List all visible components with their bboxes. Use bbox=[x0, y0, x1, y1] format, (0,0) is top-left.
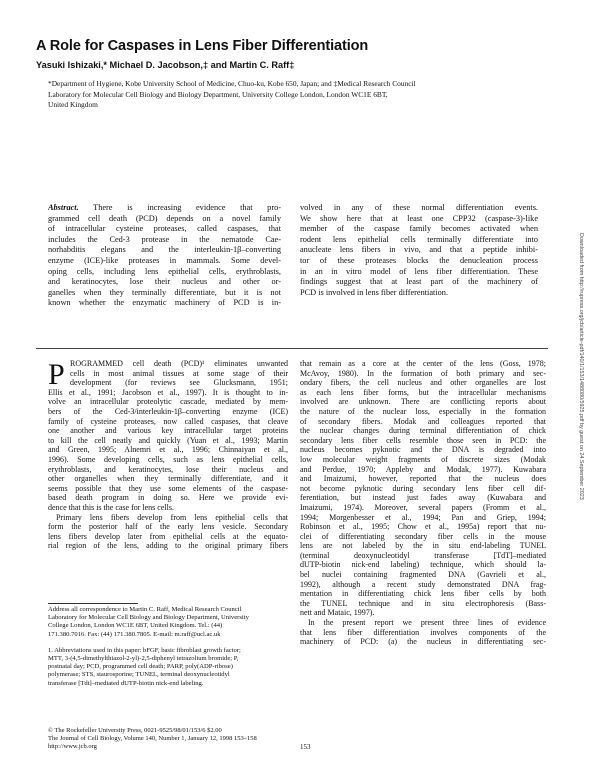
abstract-line: member of the caspase family becomes activated when bbox=[300, 224, 538, 234]
section-divider bbox=[36, 348, 548, 349]
abstract-line: anucleate lens fibers in vivo, and that a peptide inhibi- bbox=[300, 245, 538, 255]
footnote-line: Laboratory for Molecular Cell Biology and Biology Department, University bbox=[48, 614, 249, 622]
drop-cap: P bbox=[48, 358, 65, 391]
abstract-line: and keratinocytes, lose their nucleus and other or- bbox=[48, 277, 281, 287]
abstract-column-right bbox=[300, 203, 538, 298]
body-line: nett and Mataic, 1997). bbox=[300, 608, 375, 618]
body-line: family of cysteine proteases, now called caspases, that cleave bbox=[48, 416, 288, 426]
body-line: Robinson et al., 1995; Chow et al., 1995a) report that nu- bbox=[300, 522, 546, 532]
body-line: Ellis et al., 1991; Jacobson et al., 1997). It is thought to in- bbox=[48, 387, 288, 397]
body-line: Imaizumi, 1974). Moreover, several papers (Fromm et al., bbox=[300, 502, 546, 512]
abstract-line: includes the Ced-3 protease in the nematode Cae- bbox=[48, 234, 281, 244]
affiliation-line: Laboratory for Molecular Cell Biology and Biology Department, University College London, London WC1E 6BT, bbox=[48, 89, 388, 99]
abstract-line: ganelles when they terminally differentiate, but it is not bbox=[48, 287, 281, 297]
abstract-column-left bbox=[48, 203, 281, 309]
body-line: cells in most animal tissues at some stage of their bbox=[70, 368, 288, 378]
abstract-line: in an in vitro model of lens fiber differentiation. These bbox=[300, 266, 538, 276]
footnote-line: MTT, 3-(4,5-dimethylthiazol-2-yl)-2,5-diphenyl tetrazolium bromide; P, bbox=[48, 655, 239, 663]
abstract-line: PCD is involved in lens fiber differentiation. bbox=[300, 287, 449, 297]
body-line: ondary fibers, the cell nucleus and other organelles are lost bbox=[300, 378, 546, 388]
body-line: bel nuclei containing fragmented DNA (Gavrieli et al., bbox=[300, 570, 546, 580]
body-line: to kill the cell neatly and quickly (Yuan et al., 1993; Martin bbox=[48, 435, 288, 445]
abstract-line: volved in any of these normal differentiation events. bbox=[300, 203, 538, 212]
body-column-right bbox=[300, 359, 546, 647]
body-line: ferentiation, but instead just fades away (Kuwabara and bbox=[300, 493, 546, 503]
footnote-line: polymerase; STS, staurosporine; TUNEL, terminal deoxynucleotidyl bbox=[48, 671, 230, 679]
body-line: machinery of PCD: (a) the nucleus in differentiating sec- bbox=[300, 637, 546, 647]
body-line: secondary lens fiber cells resemble those seen in PCD: the bbox=[300, 435, 546, 445]
affiliation-line: *Department of Hygiene, Kobe University School of Medicine, Chuo-ku, Kobe 650, Japan; and ‡Medical Research Council bbox=[48, 79, 416, 88]
body-line: and Perdue, 1970; Appleby and Modak, 1977). Kuwabara bbox=[300, 464, 546, 474]
body-line: and Imaizumi, however, reported that the nucleus does bbox=[300, 474, 546, 484]
abstract-line: rodent lens epithelial cells terminally differentiate into bbox=[300, 234, 538, 244]
body-line: erythroblasts, and keratinocytes, lose their nucleus and bbox=[48, 464, 288, 474]
body-line: 1992), although a recent study demonstrated DNA frag- bbox=[300, 579, 546, 589]
abstract-label: Abstract. bbox=[48, 203, 79, 212]
body-line: not become pyknotic during secondary lens fiber cell dif- bbox=[300, 483, 546, 493]
body-line: the nature of the nuclear loss, especially in the formation bbox=[300, 406, 546, 416]
body-line: bers of the Ced-3/interleukin-1β–converting enzyme (ICE) bbox=[48, 406, 288, 416]
abstract-line: oping cells, including lens epithelial cells, erythroblasts, bbox=[48, 266, 281, 276]
body-line: mentation in differentiating chick lens fiber cells by both bbox=[300, 589, 546, 599]
download-watermark: Downloaded from http://rupress.org/jcb/article-pdf/140/1/153/1488080/5925.pdf by guest on 24 September 2023 bbox=[578, 233, 584, 500]
affiliation bbox=[48, 79, 548, 111]
body-line: other organelles when they terminally differentiate, and it bbox=[48, 474, 288, 484]
body-line: 1994; Morgenbesser et al., 1994; Pan and Griep, 1994; bbox=[300, 512, 546, 522]
footnote-line: Address all correspondence to Martin C. Raff, Medical Research Council bbox=[48, 606, 242, 613]
abstract-line: norhabditis elegans and the interleukin-1β–converting bbox=[48, 245, 281, 255]
body-line: of secondary fibers. Modak and colleagues reported that bbox=[300, 416, 546, 426]
body-line: based death program in doing so. Here we provide evi- bbox=[48, 493, 288, 503]
body-line: (terminal deoxynucleotidyl transferase [TdT]–mediated bbox=[300, 550, 546, 560]
body-line: as each lens fiber forms, but the intracellular mechanisms bbox=[300, 387, 546, 397]
body-line: dUTP-biotin nick-end labeling) technique, which should la- bbox=[300, 560, 546, 570]
footer-line: © The Rockefeller University Press, 0021-9525/98/01/153/6 $2.00 bbox=[48, 727, 222, 734]
footnote-divider bbox=[48, 603, 138, 604]
body-line: seems possible that they use some elements of the caspase- bbox=[48, 483, 288, 493]
footnotes bbox=[48, 606, 286, 688]
abstract-line: Abstract. There is increasing evidence that pro- bbox=[48, 203, 281, 212]
abstract-line: of intracellular cysteine proteases, called caspases, that bbox=[48, 224, 281, 234]
abstract-line: enzyme (ICE)-like proteases in mammals. Some devel- bbox=[48, 255, 281, 265]
body-line: 1996). Some developing cells, such as lens epithelial cells, bbox=[48, 454, 288, 464]
body-line: low molecular weight fragments of discrete sizes (Modak bbox=[300, 454, 546, 464]
footnote-line: postnatal day; PCD, programmed cell death; PARP, poly(ADP-ribose) bbox=[48, 663, 233, 671]
footnote-line: transferase [Tdt]–mediated dUTP-biotin nick-end labeling. bbox=[48, 679, 204, 687]
body-line: that remain as a core at the center of the lens (Goss, 1978; bbox=[300, 359, 546, 368]
abstract-line: tor of these proteases blocks the denucleation process bbox=[300, 255, 538, 265]
footnote-line: College London, London WC1E 6BT, United Kingdom. Tel.: (44) bbox=[48, 622, 223, 630]
body-line: form the posterior half of the early lens vesicle. Secondary bbox=[48, 522, 288, 532]
body-line: that lens fiber differentiation involves components of the bbox=[300, 627, 546, 637]
footnote-line: 171.380.7016. Fax: (44) 171.380.7805. E-mail: m.raff@ucl.ac.uk bbox=[48, 630, 221, 638]
body-line: volve an intracellular proteolytic cascade, mediated by mem- bbox=[48, 397, 288, 407]
body-line: the nuclear changes during terminal differentiation of chick bbox=[300, 426, 546, 436]
body-line: involved are unknown. There are conflicting reports about bbox=[300, 397, 546, 407]
footer-line: The Journal of Cell Biology, Volume 140, Number 1, January 12, 1998 153–158 bbox=[48, 735, 257, 743]
body-line: the TUNEL technique and in situ electrophoresis (Bass- bbox=[300, 598, 546, 608]
footer-url[interactable]: http://www.jcb.org bbox=[48, 743, 97, 751]
footnote-line: 1. Abbreviations used in this paper: bFGF, basic fibroblast growth factor; bbox=[48, 646, 241, 654]
author-list: Yasuki Ishizaki,* Michael D. Jacobson,‡ and Martin C. Raff‡ bbox=[36, 60, 295, 70]
body-line: McAvoy, 1980). In the formation of both primary and sec- bbox=[300, 368, 546, 378]
body-line: dence that this is the case for lens cells. bbox=[48, 502, 174, 512]
body-line: clei of differentiating secondary fiber cells in the mouse bbox=[300, 531, 546, 541]
body-line: ROGRAMMED cell death (PCD)¹ eliminates unwanted bbox=[70, 359, 288, 368]
body-line: development (for reviews see Glucksmann, 1951; bbox=[70, 378, 288, 388]
affiliation-line: United Kingdom bbox=[48, 100, 98, 109]
abstract-line: known whether the enzymatic machinery of PCD is in- bbox=[48, 298, 281, 308]
abstract-line: findings suggest that at least part of the machinery of bbox=[300, 277, 538, 287]
body-column-left bbox=[48, 359, 288, 551]
abstract-line: We show here that at least one CPP32 (caspase-3)-like bbox=[300, 213, 538, 223]
paper-title: A Role for Caspases in Lens Fiber Differentiation bbox=[36, 38, 369, 54]
body-line: In the present report we present three lines of evidence bbox=[308, 618, 546, 628]
body-line: one another and various key intracellular target proteins bbox=[48, 426, 288, 436]
body-line: lens are not labeled by the in situ end-labeling TUNEL bbox=[300, 541, 546, 551]
body-line: Primary lens fibers develop from lens epithelial cells that bbox=[56, 512, 288, 522]
body-line: nucleus becomes pyknotic and the DNA is degraded into bbox=[300, 445, 546, 455]
page-number: 153 bbox=[300, 743, 311, 751]
body-line: rial region of the lens, adding to the original primary fibers bbox=[48, 541, 288, 551]
body-line: and Green, 1995; Alnemri et al., 1996; Chinnaiyan et al., bbox=[48, 445, 288, 455]
abstract-line: grammed cell death (PCD) depends on a novel family bbox=[48, 213, 281, 223]
body-line: lens fibers develop later from epithelial cells at the equato- bbox=[48, 531, 288, 541]
